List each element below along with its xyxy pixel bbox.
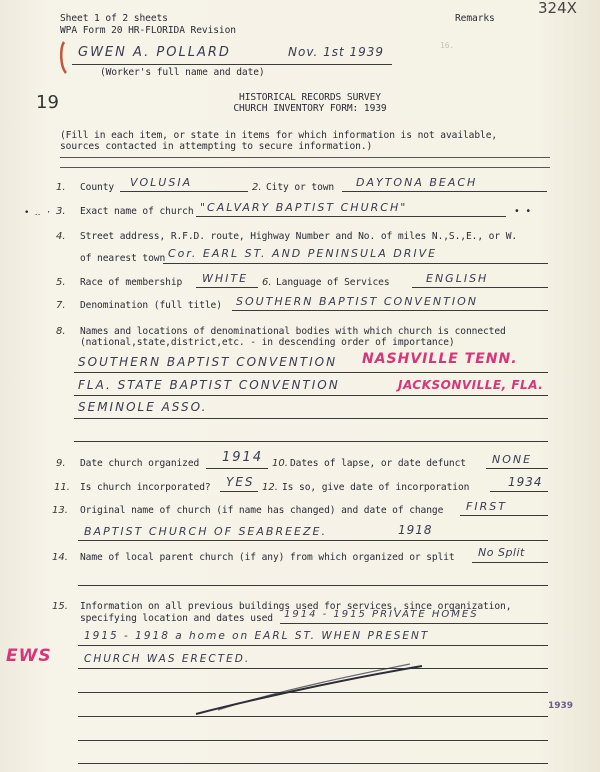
language-value: ENGLISH [426,272,489,285]
item-number: 12. [262,482,278,493]
item-number: 1. [56,182,66,193]
received-stamp: 1939 [548,701,574,711]
item-number: 13. [52,505,68,516]
organized-label: Date church organized [80,458,200,469]
bodies-underline [74,441,548,442]
race-label: Race of membership [80,277,183,288]
language-underline [412,287,548,288]
address-underline [163,263,548,264]
organized-underline [206,468,268,469]
margin-dots: • ‥ · [24,208,52,218]
bodies-label-2: (national,state,district,etc. - in descending order of importance) [80,337,455,348]
buildings-label-2: specifying location and dates used [80,613,273,624]
organized-value: 1914 [222,450,264,465]
parent-church-underline [472,562,548,563]
address-value: Cor. EARL ST. AND PENINSULA DRIVE [168,247,438,260]
item-number: 15. [52,601,68,612]
buildings-underline [78,645,548,646]
original-name-underline [460,515,548,516]
incorporation-date-value: 1934 [508,475,543,489]
address-label: Street address, R.F.D. route, Highway Number and No. of miles N.,S.,E., or W. [80,231,518,242]
bodies-value-3: SEMINOLE ASSO. [78,400,208,414]
denomination-label: Denomination (full title) [80,300,222,311]
bodies-value-1: SOUTHERN BAPTIST CONVENTION [78,355,338,369]
sheet-count: Sheet 1 of 2 sheets [60,13,168,24]
parent-church-label: Name of local parent church (if any) from which organized or split [80,552,455,563]
instructions-line-2: sources contacted in attempting to secure information.) [60,141,373,152]
item-number: 5. [56,277,66,288]
buildings-value-2: 1915 - 1918 a home on EARL ST. WHEN PRESENT [84,630,430,642]
lapse-label: Dates of lapse, or date defunct [290,458,466,469]
buildings-underline [78,763,548,764]
margin-dots: • • [514,206,532,217]
incorporated-underline [220,491,258,492]
bodies-location-1: NASHVILLE TENN. [362,351,518,367]
language-label: Language of Services [276,277,390,288]
denomination-value: SOUTHERN BAPTIST CONVENTION [236,295,478,308]
rule [60,157,550,158]
show-through: 16. [440,41,455,50]
incorporation-date-label: Is so, give date of incorporation [282,482,470,493]
bodies-underline [74,395,548,396]
denomination-underline [232,310,548,311]
lapse-value: NONE [492,453,533,466]
race-value: WHITE [202,272,249,285]
bracket-mark [56,40,70,76]
corner-number: 324X [538,0,577,17]
sheet-number: 19 [36,92,59,113]
church-label: Exact name of church [80,206,194,217]
margin-initials: EWS [6,646,52,666]
item-number: 10. [272,458,288,469]
item-number: 7. [56,300,66,311]
item-number: 6. [262,277,272,288]
buildings-value-1: 1914 - 1915 PRIVATE HOMES [284,609,479,620]
lapse-underline [486,468,548,469]
county-label: County [80,182,115,193]
buildings-underline [78,740,548,741]
item-number: 4. [56,231,66,242]
church-underline [196,216,506,217]
church-value: "CALVARY BAPTIST CHURCH" [200,201,408,214]
original-name-value-1: FIRST [466,500,507,513]
city-value: DAYTONA BEACH [356,176,478,189]
bodies-label: Names and locations of denominational bodies with which church is connected [80,326,506,337]
incorporated-value: YES [226,475,255,489]
bodies-location-2: JACKSONVILLE, FLA. [398,378,544,392]
worker-underline [72,64,392,65]
buildings-underline [280,623,548,624]
bodies-value-2: FLA. STATE BAPTIST CONVENTION [78,378,340,392]
check-mark-scribble [190,660,430,720]
buildings-value-3: CHURCH WAS ERECTED. [84,653,251,665]
item-number: 9. [56,458,66,469]
parent-church-underline-2 [78,585,548,586]
incorporated-label: Is church incorporated? [80,482,211,493]
bodies-underline [74,372,548,373]
buildings-label: Information on all previous buildings used for services, since organization, [80,601,512,612]
item-number: 2. [252,182,262,193]
item-number: 14. [52,552,68,563]
race-underline [196,287,258,288]
rule [60,167,550,168]
city-label: City or town [266,182,335,193]
incorporation-date-underline [490,491,548,492]
county-value: VOLUSIA [130,176,193,189]
bodies-underline [74,418,548,419]
instructions-line-1: (Fill in each item, or state in items for which information is not available, [60,130,498,141]
original-name-underline-2 [78,540,548,541]
worker-date: Nov. 1st 1939 [288,45,385,59]
address-label-2: of nearest town [80,253,166,264]
county-underline [120,191,248,192]
item-number: 8. [56,326,66,337]
original-name-label: Original name of church (if name has changed) and date of change [80,505,444,516]
original-name-value-2: BAPTIST CHURCH OF SEABREEZE. [84,525,327,538]
original-name-year: 1918 [398,523,433,537]
item-number: 11. [54,482,70,493]
parent-church-value: No Split [478,546,525,559]
form-id: WPA Form 20 HR-FLORIDA Revision [60,25,236,36]
form-title: CHURCH INVENTORY FORM: 1939 [233,103,387,114]
worker-caption: (Worker's full name and date) [100,67,265,78]
city-underline [342,191,547,192]
remarks-label: Remarks [455,13,495,24]
item-number: 3. [56,206,66,217]
worker-name: GWEN A. POLLARD [78,45,231,60]
survey-title: HISTORICAL RECORDS SURVEY [239,92,381,103]
